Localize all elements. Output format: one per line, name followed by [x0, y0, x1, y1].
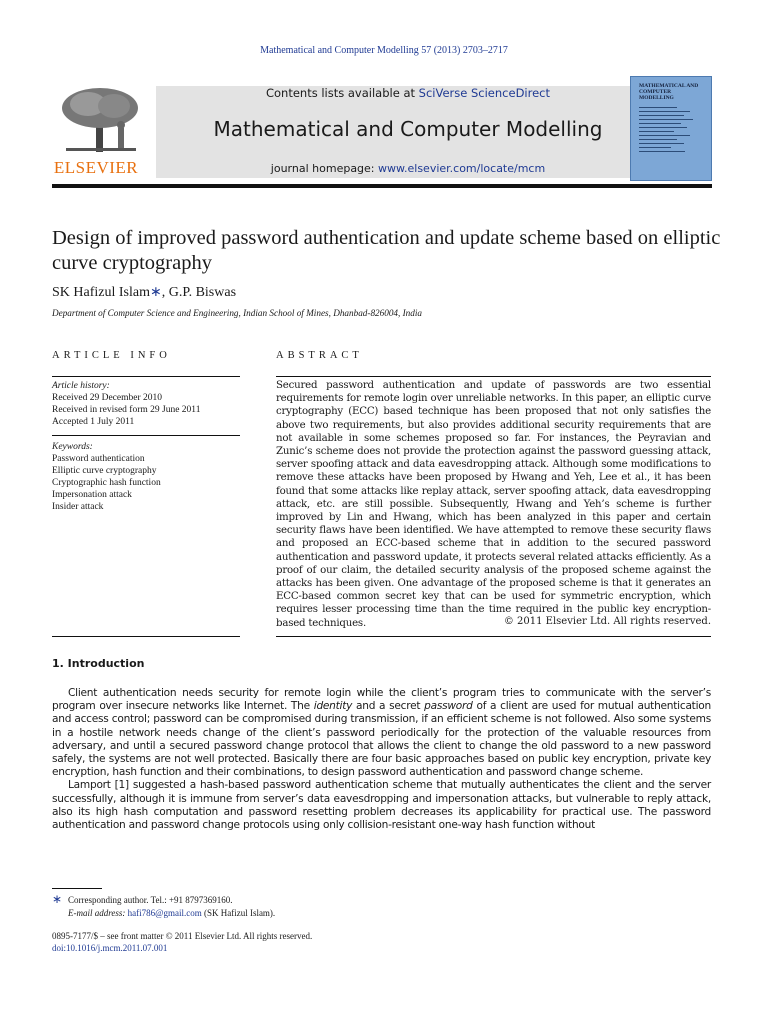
- text-run: Client authentication needs security for remote login while the client’s program tries to communicate with the server’s program over insecure networks like Internet. The: [52, 687, 711, 713]
- journal-title: Mathematical and Computer Modelling: [213, 117, 603, 141]
- accepted-date: Accepted 1 July 2011: [52, 417, 135, 427]
- received-date: Received 29 December 2010: [52, 393, 162, 403]
- article-info-heading: ARTICLE INFO: [52, 350, 171, 361]
- text-run: of a client are used for mutual authentication and access control; password can be compromised during transmission, if an efficient scheme is not followed. Also some systems in a hostile network needs change of the client’s password periodically for the protection of the valuable resources from adversary, and until a secured password change protocol that allows the client to change the old password to a new password safely, the systems are not well protected. Basically there are four basic approaches based on public key encryption, private key encryption, hash function and their combinations, to design password authentication and password change scheme.: [52, 700, 711, 779]
- tree-icon: [58, 86, 144, 156]
- divider: [52, 435, 240, 436]
- divider: [52, 636, 240, 637]
- paper-title: Design of improved password authentication and update scheme based on elliptic curve cryptography: [52, 227, 721, 274]
- keywords-label: Keywords:: [52, 442, 93, 452]
- footnote-marker: ∗: [52, 892, 63, 906]
- elsevier-logo[interactable]: [52, 86, 152, 178]
- keyword: Insider attack: [52, 502, 104, 512]
- keyword: Cryptographic hash function: [52, 478, 161, 488]
- publisher-name: ELSEVIER: [53, 158, 139, 177]
- article-info: [52, 380, 242, 513]
- journal-homepage-link[interactable]: www.elsevier.com/locate/mcm: [378, 162, 546, 175]
- introduction-heading: 1. Introduction: [52, 657, 145, 670]
- email-link[interactable]: hafi786@gmail.com: [127, 908, 202, 918]
- journal-band: [156, 86, 660, 178]
- corresponding-author-marker[interactable]: ∗: [149, 285, 162, 300]
- homepage-line: [156, 162, 660, 175]
- keyword: Impersonation attack: [52, 490, 132, 500]
- journal-masthead: [52, 83, 712, 178]
- author-list: [52, 284, 236, 301]
- divider: [52, 376, 240, 377]
- corresponding-author-note: [52, 893, 275, 907]
- abstract-text: Secured password authentication and update of passwords are two essential requirements for remote login over unreliable networks. In this paper, an elliptic curve cryptography (ECC) based technique has been proposed that not only satisfies the above two requirements, but also provides additional security requirements that are not available in some schemes proposed so far. For instances, the Peyravian and Zunic’s scheme does not provide the protection against the password guessing attack, server spoofing attack and data eavesdropping attack. Although some modifications to remove these attacks have been proposed by Hwang and Yeh, Lee et al., it has been found that some attacks like replay attack, server spoofing attack, data eavesdropping attack, etc. are still possible. Subsequently, Hwang and Yeh’s scheme is further improved by Lin and Hwang, which has been analyzed in this paper and certain security flaws have been identified. We have attempted to remove these security flaws and proposed an ECC-based scheme that in addition to the secured password authentication and password update, it protects several related attacks efficiently. As a proof of our claim, the detailed security analysis of the proposed scheme against the attacks has been given. One advantage of the proposed scheme is that it generates an ECC-based common secret key that can be used for symmetric encryption, which requires lesser processing time than the time required in the public key encryption-based techniques.: [276, 380, 711, 629]
- paragraph: [52, 687, 711, 779]
- email-label: E-mail address:: [68, 908, 128, 918]
- doi-link[interactable]: doi:10.1016/j.mcm.2011.07.001: [52, 943, 168, 953]
- introduction-body: [52, 687, 711, 832]
- paragraph: Lamport [1] suggested a hash-based password authentication scheme that mutually authenticates the client and the server successfully, although it is immune from server’s data eavesdropping and impersonation attacks, but vulnerable to reply attack, also its high hash computation and password resetting problem decreases its applicability for practical use. The password authentication and password change protocols using only collision-resistant one-way hash function without: [52, 779, 711, 832]
- copyright-line: © 2011 Elsevier Ltd. All rights reserved.: [503, 616, 711, 627]
- front-matter: [52, 930, 312, 954]
- masthead-rule: [52, 184, 712, 188]
- footnote-rule: [52, 888, 102, 889]
- sciencedirect-link[interactable]: SciVerse ScienceDirect: [418, 86, 551, 100]
- email-note: [52, 907, 275, 920]
- revised-date: Received in revised form 29 June 2011: [52, 405, 201, 415]
- history-label: Article history:: [52, 381, 110, 391]
- emphasis: identity: [313, 700, 353, 713]
- homepage-prefix: journal homepage:: [270, 162, 379, 175]
- cover-text-lines: [639, 107, 703, 155]
- email-suffix: (SK Hafizul Islam).: [201, 908, 276, 918]
- keyword: Elliptic curve cryptography: [52, 466, 157, 476]
- divider: [276, 376, 711, 377]
- contents-line: [156, 86, 660, 100]
- journal-citation-link[interactable]: Mathematical and Computer Modelling 57 (2013) 2703–2717: [260, 45, 508, 56]
- author-name[interactable]: SK Hafizul Islam: [52, 285, 150, 300]
- text-run: and a secret: [352, 700, 425, 713]
- issn-line: 0895-7177/$ – see front matter © 2011 Elsevier Ltd. All rights reserved.: [52, 931, 313, 941]
- keyword: Password authentication: [52, 454, 145, 464]
- contents-prefix: Contents lists available at: [265, 86, 419, 100]
- abstract-heading: ABSTRACT: [276, 350, 363, 361]
- author-affiliation: Department of Computer Science and Engineering, Indian School of Mines, Dhanbad-826004, India: [52, 308, 422, 318]
- journal-cover-thumbnail[interactable]: [630, 76, 712, 181]
- emphasis: password: [424, 700, 473, 713]
- footnotes: [52, 893, 275, 920]
- footnote-text: Corresponding author. Tel.: +91 8797369160.: [68, 895, 233, 905]
- divider: [276, 636, 711, 637]
- author-name[interactable]: , G.P. Biswas: [161, 285, 237, 300]
- cover-title: MATHEMATICAL AND COMPUTER MODELLING: [639, 83, 699, 101]
